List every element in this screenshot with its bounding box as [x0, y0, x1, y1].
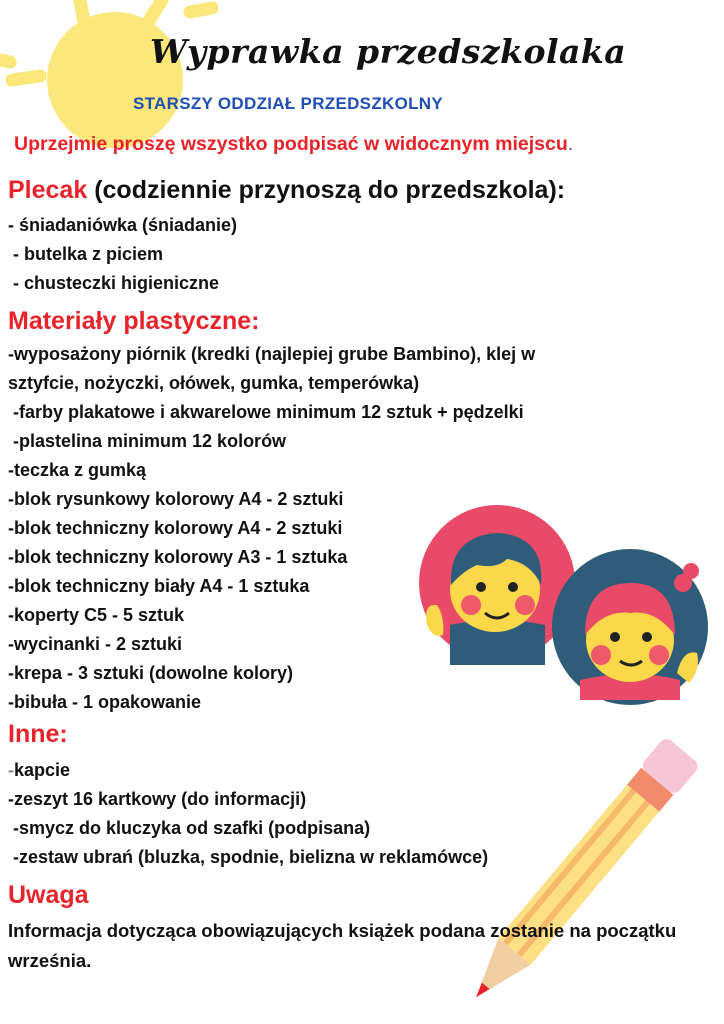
- plecak-list: [8, 211, 237, 298]
- plecak-heading-red: Plecak: [8, 176, 88, 204]
- list-item: -plastelina minimum 12 kolorów: [8, 431, 287, 451]
- uwaga-heading: Uwaga: [8, 881, 89, 909]
- plecak-heading: [8, 176, 565, 205]
- inne-heading: Inne:: [8, 720, 68, 748]
- subtitle: STARSZY ODDZIAŁ PRZEDSZKOLNY: [133, 94, 444, 113]
- plecak-heading-rest: (codziennie przynoszą do przedszkola):: [87, 176, 566, 204]
- list-item: -zestaw ubrań (bluzka, spodnie, bielizna w reklamówce): [8, 847, 489, 867]
- sign-notice: [14, 133, 573, 156]
- list-item: -krepa - 3 sztuki (dowolne kolory): [8, 663, 294, 683]
- list-item: -blok rysunkowy kolorowy A4 - 2 sztuki: [8, 489, 344, 509]
- list-item: -blok techniczny kolorowy A3 - 1 sztuka: [8, 547, 348, 567]
- list-item: -blok techniczny kolorowy A4 - 2 sztuki: [8, 518, 343, 538]
- list-item: -teczka z gumką: [8, 460, 147, 480]
- list-item: -zeszyt 16 kartkowy (do informacji): [8, 789, 307, 809]
- uwaga-text: Informacja dotycząca obowiązujących książek podana zostanie na początku września.: [8, 920, 677, 971]
- list-item: -wyposażony piórnik (kredki (najlepiej grube Bambino), klej w: [8, 344, 536, 364]
- inne-list: [8, 756, 488, 872]
- sign-notice-text: Uprzejmie proszę wszystko podpisać w widocznym miejscu: [14, 133, 568, 155]
- list-item: -koperty C5 - 5 sztuk: [8, 605, 185, 625]
- list-item: - chusteczki higieniczne: [8, 273, 220, 293]
- list-item: -bibuła - 1 opakowanie: [8, 692, 202, 712]
- list-item: [8, 756, 488, 785]
- materialy-heading: Materiały plastyczne:: [8, 307, 260, 335]
- list-dash: -: [8, 760, 14, 780]
- list-item: -farby plakatowe i akwarelowe minimum 12 sztuk + pędzelki: [8, 402, 524, 422]
- page-title: Wyprawka przedszkolaka: [150, 32, 627, 71]
- materialy-list: [8, 340, 535, 717]
- list-item: -blok techniczny biały A4 - 1 sztuka: [8, 576, 310, 596]
- list-item: sztyfcie, nożyczki, ołówek, gumka, temperówka): [8, 373, 420, 393]
- sign-notice-end: .: [567, 133, 574, 155]
- list-item: - butelka z piciem: [8, 244, 164, 264]
- list-item: -wycinanki - 2 sztuki: [8, 634, 183, 654]
- list-item: - śniadaniówka (śniadanie): [8, 215, 238, 235]
- list-item: -smycz do kluczyka od szafki (podpisana): [8, 818, 371, 838]
- list-item-text: kapcie: [14, 760, 71, 780]
